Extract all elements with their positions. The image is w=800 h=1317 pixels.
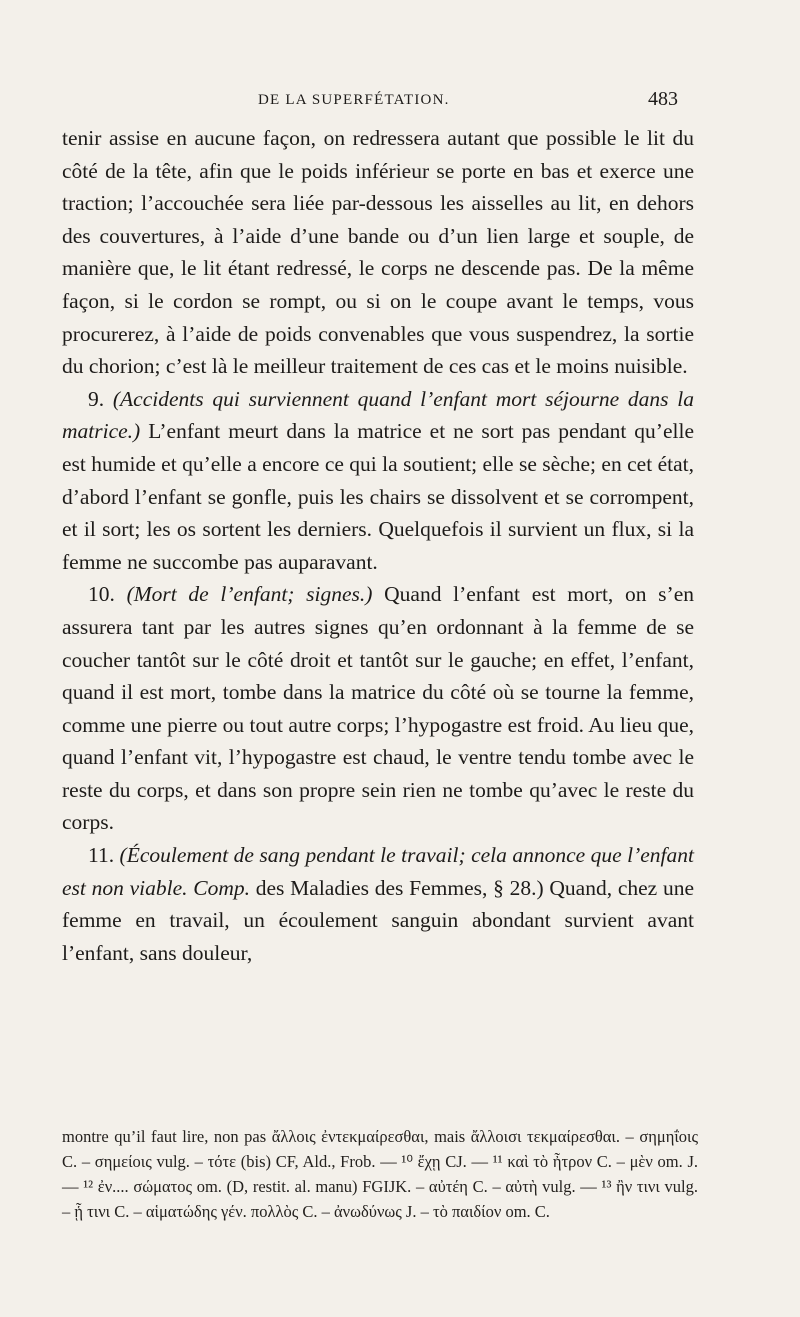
section-number: 9. — [88, 386, 105, 411]
section-title: (Accidents qui surviennent quand l’enfant mort séjourne dans la matrice.) — [62, 386, 695, 444]
section-9 — [62, 383, 694, 579]
section-title: (Écoulement de sang pendant le travail; cela annonce que l’enfant est non viable. Comp. — [62, 843, 694, 900]
section-10 — [62, 578, 694, 839]
section-title: (Mort de l’enfant; signes.) — [126, 582, 373, 607]
page-number: 483 — [648, 88, 678, 110]
section-text: Quand l’enfant est mort, on s’en assurera tant par les autres signes qu’en ordonnant à la femme de se coucher tantôt sur le côté droit et tantôt sur le gauche; en effet, l’enfant, quand il est mort, tombe dans la matrice du côté où se tourne la femme, comme une pierre ou tout autre corps; l’hypogastre est froid. Au lieu que, quand l’enfant vit, l’hypogastre est chaud, le ventre tendu tombe avec le reste du corps, et dans son propre sein rien ne tombe qu’avec le reste du corps. — [62, 582, 695, 835]
section-11 — [62, 839, 694, 969]
critical-apparatus — [62, 1124, 698, 1224]
section-number: 11. — [88, 843, 115, 868]
main-text — [62, 122, 694, 969]
section-number: 10. — [88, 582, 115, 607]
running-head — [0, 88, 800, 118]
section-text: Quand, chez une femme en travail, un écoulement sanguin abondant survient avant l’enfant, sans douleur, — [62, 875, 694, 965]
running-title: DE LA SUPERFÉTATION. — [258, 92, 450, 108]
apparatus-text: montre qu’il faut lire, non pas ἄλλοις ἐντεκμαίρεσθαι, mais ἄλλοισι τεκμαίρεσθαι. – σημηΐοις C. – σημείοις vulg. – τότε (bis) CF, Ald., Frob. — ¹⁰ ἔχῃ CJ. — ¹¹ καὶ τὸ ἦτρον C. – μὲν om. J. — ¹² ἐν.... σώματος om. (D, restit. al. manu) FGIJK. – αὐτέη C. – αὐτὴ vulg. — ¹³ ἢν τινι vulg. – ᾗ τινι C. – αἱματώδης γέν. πολλὸς C. – ἀνωδύνως J. – τὸ παιδίον om. C. — [62, 1127, 698, 1221]
section-reference: des Maladies des Femmes, § 28.) — [255, 875, 544, 900]
paragraph-continuation: tenir assise en aucune façon, on redressera autant que possible le lit du côté de la tête, afin que le poids inférieur se porte en bas et exerce une traction; l’accouchée sera liée par-dessous les aisselles au lit, en dehors des couvertures, à l’aide d’une bande ou d’un lien large et souple, de manière que, le lit étant redressé, le corps ne descende pas. De la même façon, si le cordon se rompt, ou si on le coupe avant le temps, vous procurerez, à l’aide de poids convenables que vous suspendrez, la sortie du chorion; c’est là le meilleur traitement de ces cas et le moins nuisible. — [62, 126, 694, 379]
section-text: L’enfant meurt dans la matrice et ne sort pas pendant qu’elle est humide et qu’elle a encore ce qui la soutient; elle se sèche; en cet état, d’abord l’enfant se gonfle, puis les chairs se dissolvent et se corrompent, et il sort; les os sortent les derniers. Quelquefois il survient un flux, si la femme ne succombe pas auparavant. — [62, 419, 695, 574]
